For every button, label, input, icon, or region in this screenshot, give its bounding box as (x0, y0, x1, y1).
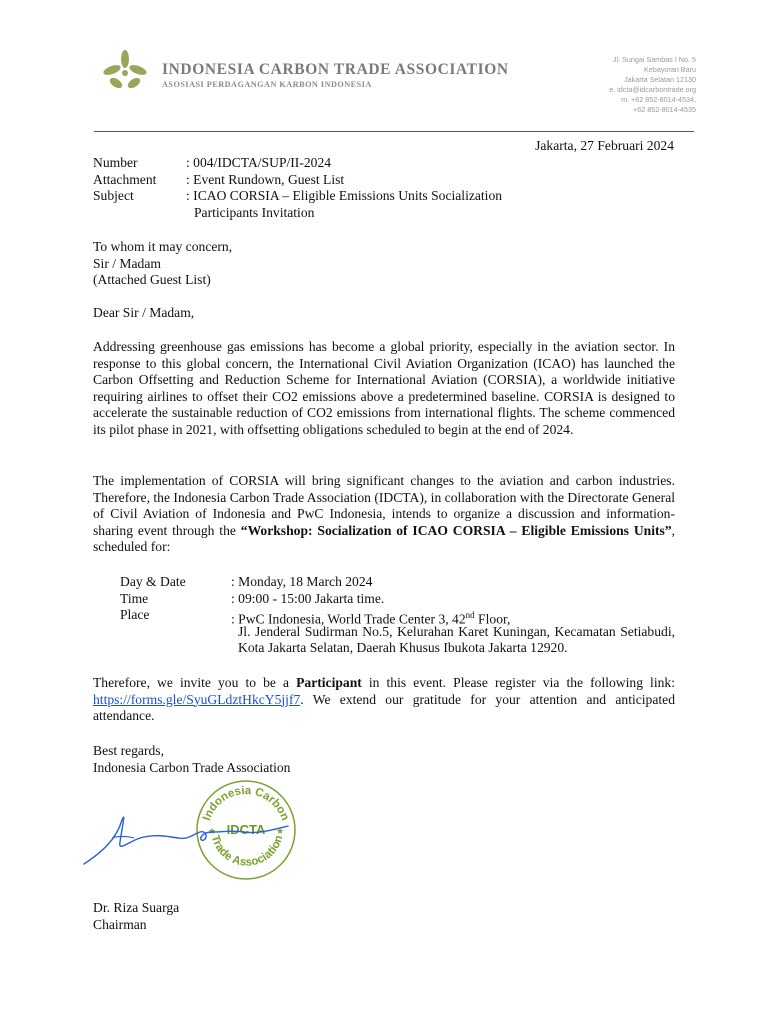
registration-link[interactable]: https://forms.gle/SyuGLdztHkcY5jjf7 (93, 691, 301, 707)
addressee-line: (Attached Guest List) (93, 272, 211, 288)
seal-center-text: IDCTA (226, 822, 266, 837)
meta-value: : 004/IDCTA/SUP/II-2024 (186, 155, 332, 170)
paragraph-text: . We extend our gratitude for your attention and anticipated attendance. (93, 691, 675, 724)
seal-bottom-text: Trade Association (208, 833, 286, 869)
seal-star-icon: ★ (275, 826, 285, 836)
event-place-row (93, 607, 675, 627)
event-title: “Workshop: Socialization of ICAO CORSIA – Eligible Emissions Units” (240, 522, 672, 538)
salutation: Dear Sir / Madam, (93, 305, 195, 320)
subject-continuation: Participants Invitation (194, 204, 315, 220)
closing-line: Best regards, (93, 743, 164, 758)
email-line: e. idcta@idcarbontrade.org (609, 84, 696, 94)
handwritten-signature (82, 808, 292, 870)
signer-name: Dr. Riza Suarga (93, 900, 180, 915)
event-place-address: Jl. Jenderal Sudirman No.5, Kelurahan Karet Kuningan, Kecamatan Setiabudi, Kota Jakarta Selatan, Daerah Khusus Ibukota Jakarta 12920. (238, 623, 675, 656)
paragraph-text: in this event. Please register via the following link: (361, 675, 675, 690)
signer-block (93, 900, 179, 933)
place-superscript: nd (465, 610, 475, 621)
place-text: Floor, (474, 611, 511, 627)
meta-value: : ICAO CORSIA – Eligible Emissions Units Socialization (186, 188, 503, 204)
address-line: Jakarta Selatan 12130 (624, 74, 696, 84)
paragraph-text: Therefore, we invite you to be a (93, 675, 297, 690)
event-day-row (93, 574, 675, 591)
seal-top-text: Indonesia Carbon (201, 784, 291, 823)
addressee-line: To whom it may concern, (93, 239, 233, 254)
phone-line: +62 852-8014-4535 (633, 104, 696, 114)
event-time-label: Time (120, 590, 149, 606)
meta-label: Attachment (93, 171, 157, 187)
event-day-value: : Monday, 18 March 2024 (231, 574, 373, 589)
paragraph-text: , scheduled for: (93, 522, 675, 555)
place-text: : PwC Indonesia, World Trade Center 3, 42 (231, 611, 466, 627)
participant-emphasis: Participant (296, 675, 362, 690)
closing-line: Indonesia Carbon Trade Association (93, 759, 291, 775)
paragraph-invitation (93, 675, 675, 725)
closing-block (93, 743, 290, 776)
addressee-block (93, 239, 232, 289)
seal-star-icon: ★ (207, 826, 217, 836)
paragraph-text: The implementation of CORSIA will bring significant changes to the aviation and carbon industries. Therefore, the Indonesia Carbon Trade Association (IDCTA), in collaboration with the Directorate General of Civil Aviation of Indonesia and PwC Indonesia, intends to organize a discussion and information-sharing event through the (93, 473, 675, 538)
event-time-value: : 09:00 - 15:00 Jakarta time. (231, 590, 385, 606)
phone-line: m. +62 852-8014-4534, (621, 94, 696, 104)
address-line: Kebayoran Baru (644, 64, 696, 74)
address-line: Jl. Sungai Sambas I No. 5 (612, 55, 696, 64)
addressee-line: Sir / Madam (93, 255, 161, 271)
letterhead-address (609, 55, 696, 114)
meta-value: : Event Rundown, Guest List (186, 171, 345, 187)
paragraph-background: Addressing greenhouse gas emissions has become a global priority, especially in the aviation sector. In response to this global concern, the International Civil Aviation Organization (ICAO) has launched the Carbon Offsetting and Reduction Scheme for International Aviation (CORSIA), a worldwide initiative requiring airlines to offset their CO2 emissions above a predetermined baseline. CORSIA is designed to accelerate the sustainable reduction of CO2 emissions from international flights. The scheme commenced its pilot phase in 2021, with offsetting obligations scheduled to begin at the end of 2024. (93, 339, 675, 437)
meta-label: Number (93, 155, 138, 170)
event-details (93, 574, 675, 656)
organization-name: INDONESIA CARBON TRADE ASSOCIATION (162, 61, 509, 78)
event-place-label: Place (120, 607, 150, 623)
header-divider (94, 131, 694, 132)
paragraph-event-intro (93, 473, 675, 556)
letter-date: Jakarta, 27 Februari 2024 (535, 138, 674, 153)
event-time-row (93, 591, 675, 608)
association-logo-icon (98, 50, 152, 92)
signer-title: Chairman (93, 916, 147, 932)
organization-name-indonesian: ASOSIASI PERDAGANGAN KARBON INDONESIA (162, 80, 372, 89)
meta-label: Subject (93, 188, 134, 204)
event-day-label: Day & Date (120, 574, 186, 589)
